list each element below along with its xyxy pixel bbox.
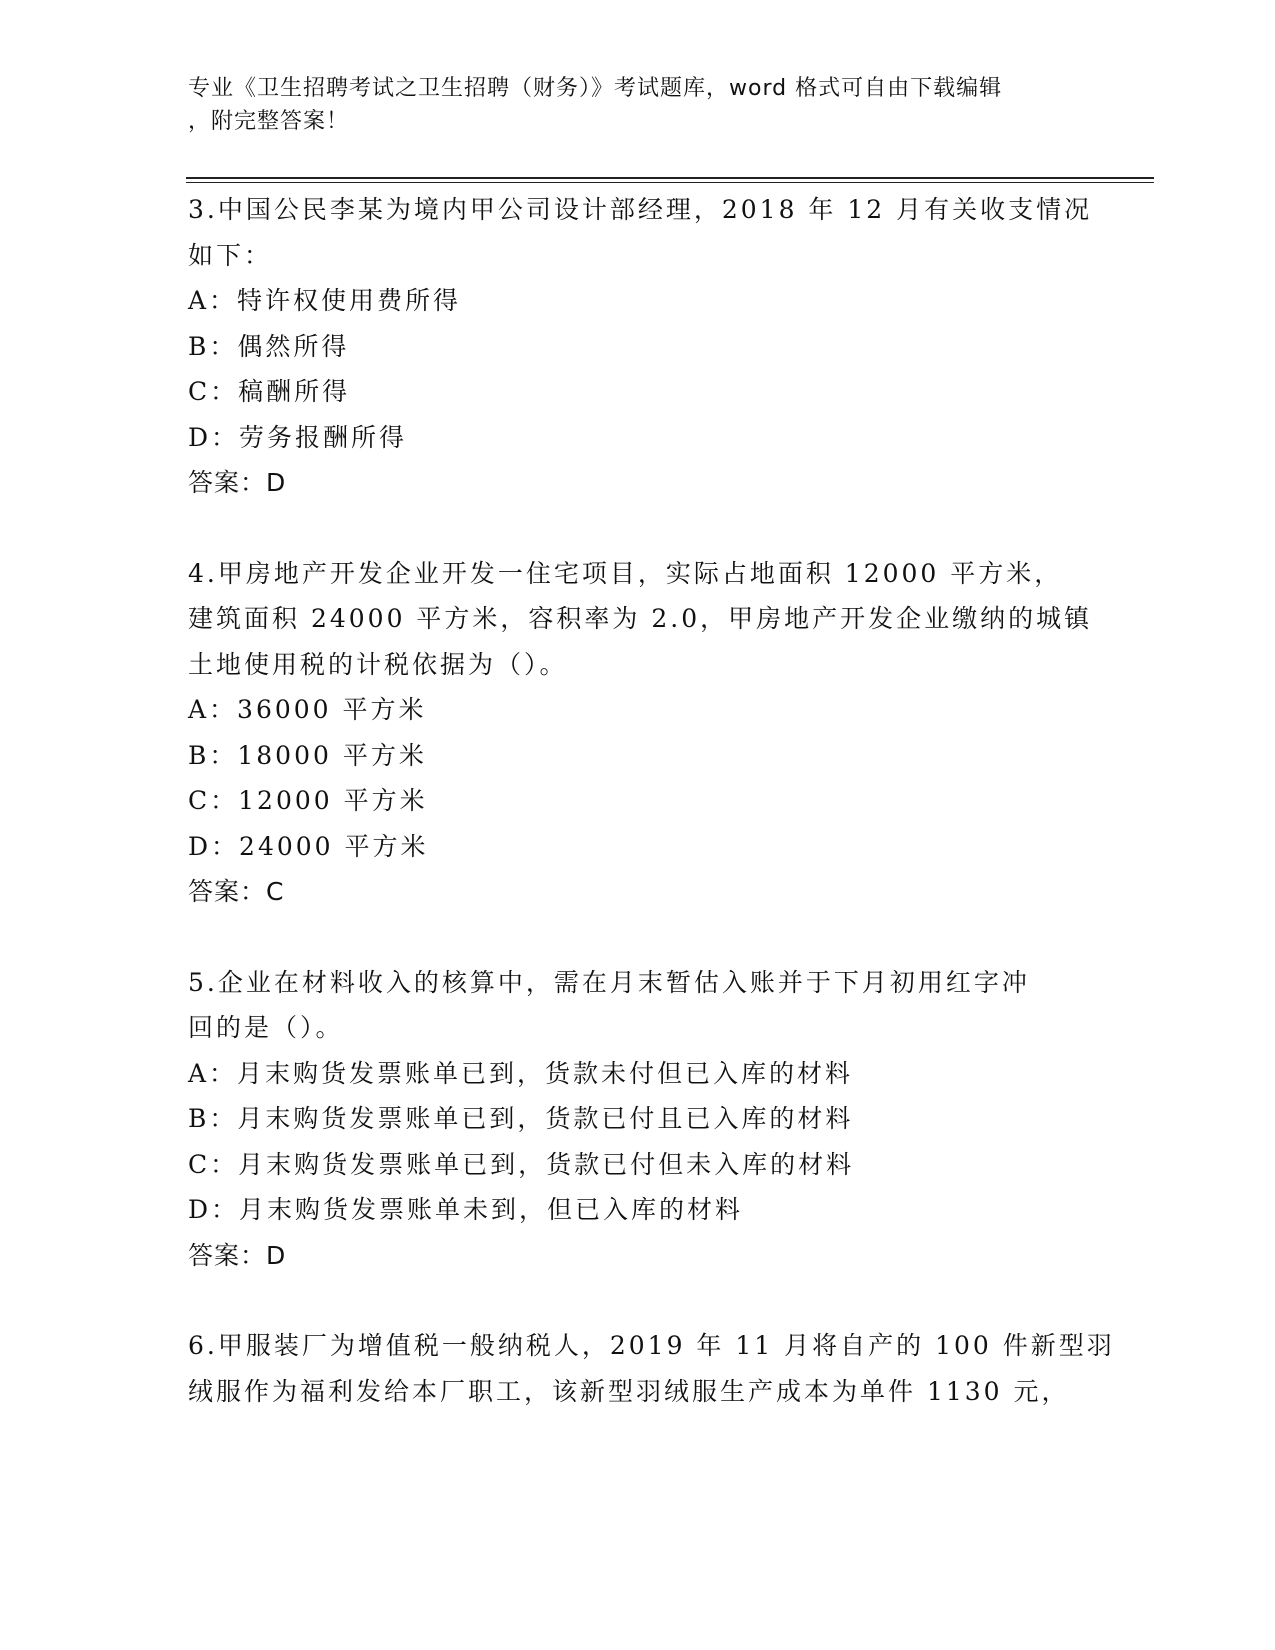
option-c: C：月末购货发票账单已到，货款已付但未入库的材料 xyxy=(188,1149,855,1179)
document-header xyxy=(188,72,1068,138)
option-a: A：月末购货发票账单已到，货款未付但已入库的材料 xyxy=(188,1058,854,1088)
question-list xyxy=(188,187,1148,1414)
question-text-line: 6.甲服装厂为增值税一般纳税人，2019 年 11 月将自产的 100 件新型羽 xyxy=(188,1331,1115,1360)
header-divider xyxy=(186,177,1154,179)
question-gap xyxy=(188,506,1148,551)
question-text-line: 建筑面积 24000 平方米，容积率为 2.0，甲房地产开发企业缴纳的城镇 xyxy=(188,604,1093,633)
header-line-2: ，附完整答案！ xyxy=(188,109,350,134)
question-text-line: 土地使用税的计税依据为（）。 xyxy=(188,649,568,679)
question-4 xyxy=(188,551,1148,915)
question-text-line: 5.企业在材料收入的核算中，需在月末暂估入账并于下月初用红字冲 xyxy=(188,967,1030,997)
question-6 xyxy=(188,1323,1148,1414)
option-d: D：劳务报酬所得 xyxy=(188,422,408,452)
option-d: D：月末购货发票账单未到，但已入库的材料 xyxy=(188,1195,744,1224)
option-a: A：36000 平方米 xyxy=(188,695,427,724)
option-d: D：24000 平方米 xyxy=(188,831,429,861)
option-b: B：偶然所得 xyxy=(188,331,350,361)
option-b: B：月末购货发票账单已到，货款已付且已入库的材料 xyxy=(188,1104,854,1133)
header-line-1: 专业《卫生招聘考试之卫生招聘（财务）》考试题库，word 格式可自由下载编辑 xyxy=(188,76,1003,101)
option-c: C：12000 平方米 xyxy=(188,786,428,815)
answer-text: 答案：C xyxy=(188,877,285,906)
header-divider-thin xyxy=(186,182,1154,183)
answer-text: 答案：D xyxy=(188,1240,287,1270)
option-a: A：特许权使用费所得 xyxy=(188,286,462,315)
question-5 xyxy=(188,960,1148,1279)
question-3 xyxy=(188,187,1148,506)
option-c: C：稿酬所得 xyxy=(188,377,351,406)
answer-text: 答案：D xyxy=(188,468,287,497)
question-gap xyxy=(188,1278,1148,1323)
option-b: B：18000 平方米 xyxy=(188,740,427,770)
question-text-line: 回的是（）。 xyxy=(188,1013,344,1042)
question-text-line: 4.甲房地产开发企业开发一住宅项目，实际占地面积 12000 平方米， xyxy=(188,558,1063,588)
question-gap xyxy=(188,915,1148,960)
question-text-line: 绒服作为福利发给本厂职工，该新型羽绒服生产成本为单件 1130 元， xyxy=(188,1376,1070,1406)
question-text-line: 3.中国公民李某为境内甲公司设计部经理，2018 年 12 月有关收支情况 xyxy=(188,195,1093,224)
question-text-line: 如下： xyxy=(188,240,273,270)
